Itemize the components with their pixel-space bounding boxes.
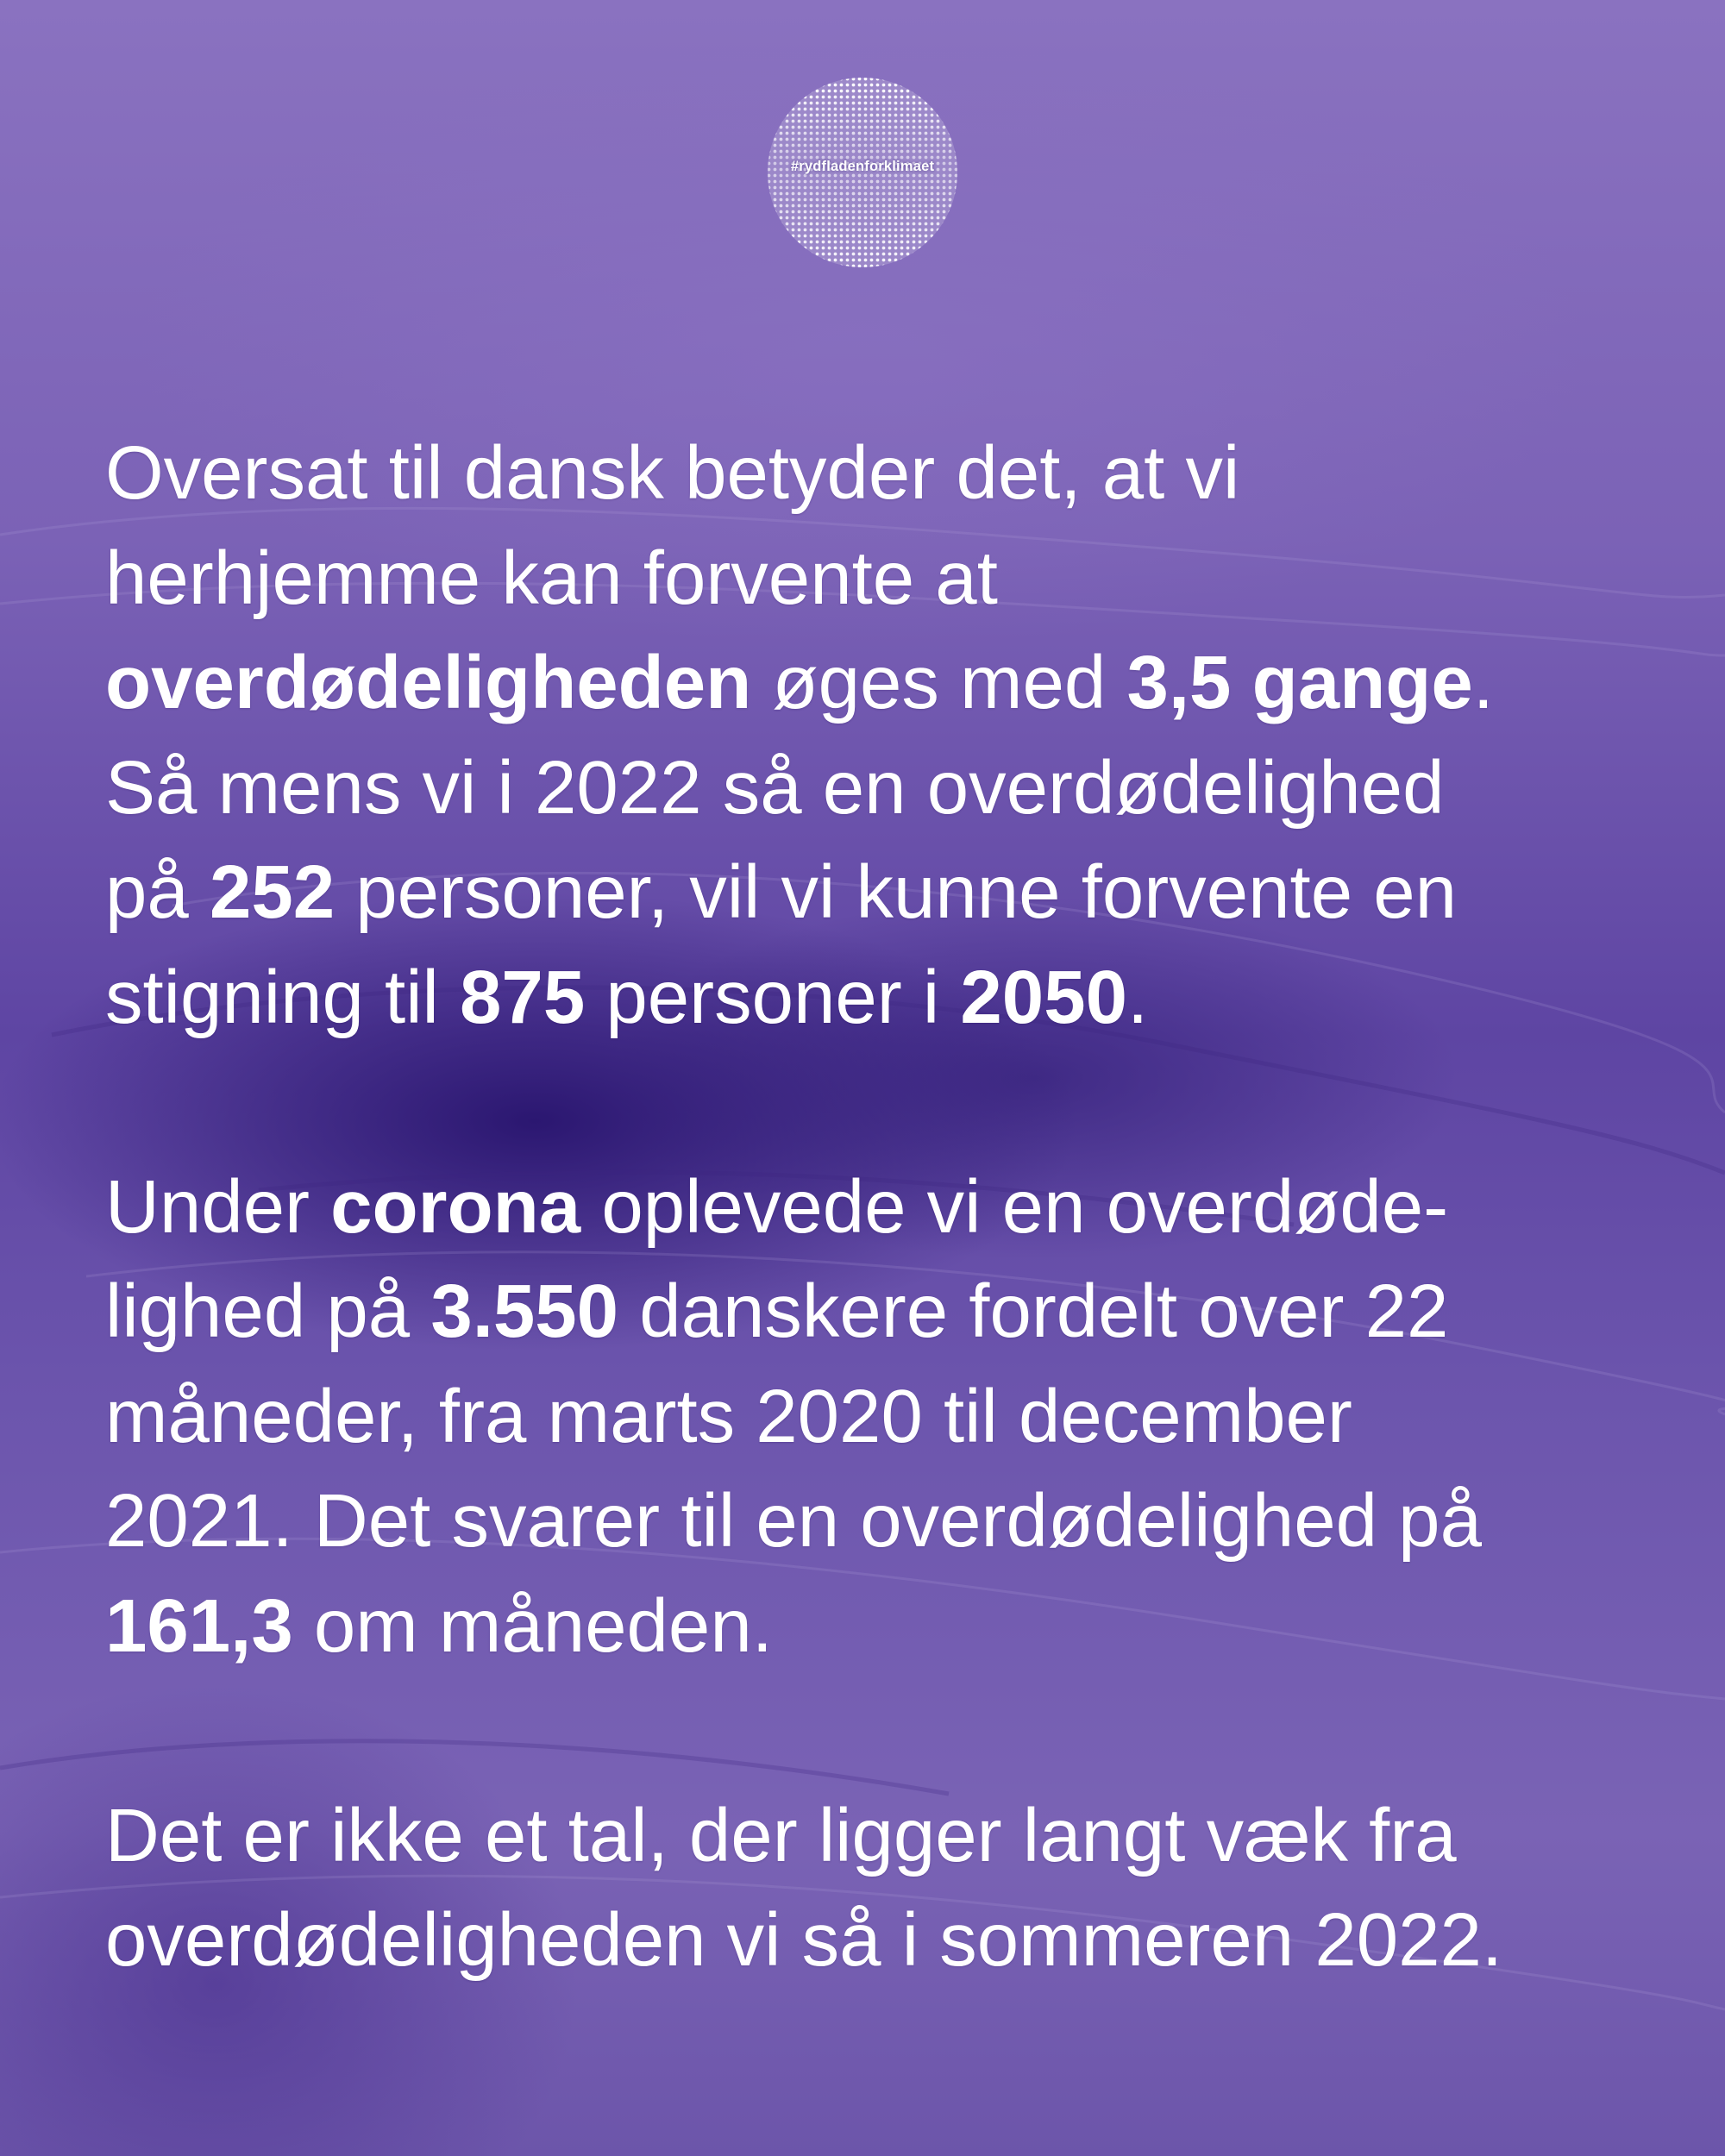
- body-text: Under: [105, 1164, 331, 1249]
- body-text: om måneden.: [292, 1583, 773, 1668]
- text-line: [105, 1888, 1692, 1993]
- body-text: stigning til: [105, 955, 461, 1039]
- text-line: [105, 421, 1692, 526]
- body-text: personer i: [585, 955, 961, 1039]
- body-text: lighed på: [105, 1269, 431, 1353]
- text-line: [105, 526, 1692, 631]
- main-text: [105, 421, 1692, 1993]
- text-line: [105, 1783, 1692, 1889]
- body-text: overdødeligheden vi så i sommeren 2022.: [105, 1898, 1503, 1982]
- logo-hashtag: #rydfladenforklimaet: [790, 159, 935, 174]
- body-text: måneder, fra marts 2020 til december: [105, 1374, 1352, 1458]
- highlighted-text: 2050: [960, 955, 1127, 1039]
- text-line: [105, 1259, 1692, 1364]
- body-text: oplevede vi en overdøde-: [580, 1164, 1449, 1249]
- highlighted-text: 252: [209, 850, 336, 934]
- paragraph-1: [105, 421, 1692, 1050]
- text-line: [105, 736, 1692, 841]
- highlighted-text: overdødeligheden: [105, 641, 752, 724]
- body-text: 2021. Det svarer til en overdødelighed på: [105, 1479, 1482, 1563]
- body-text: Så mens vi i 2022 så en overdødelighed: [105, 745, 1445, 830]
- body-text: Det er ikke et tal, der ligger langt væk fra: [105, 1793, 1457, 1877]
- highlighted-text: 3.550: [430, 1269, 619, 1353]
- body-text: .: [1472, 641, 1494, 724]
- body-text: .: [1126, 955, 1149, 1039]
- highlighted-text: 161,3: [105, 1583, 293, 1668]
- body-text: danskere fordelt over 22: [618, 1269, 1449, 1353]
- highlighted-text: 3,5 gange: [1126, 641, 1473, 724]
- body-text: øges med: [751, 641, 1127, 724]
- highlighted-text: corona: [330, 1164, 581, 1249]
- text-line: [105, 945, 1692, 1050]
- text-line: [105, 840, 1692, 945]
- text-line: [105, 630, 1692, 736]
- paragraph-3: [105, 1783, 1692, 1993]
- logo: [766, 76, 959, 269]
- body-text: Oversat til dansk betyder det, at vi: [105, 431, 1240, 515]
- text-line: [105, 1469, 1692, 1574]
- paragraph-2: [105, 1155, 1692, 1679]
- highlighted-text: 875: [460, 955, 586, 1039]
- text-line: [105, 1574, 1692, 1679]
- text-line: [105, 1155, 1692, 1260]
- body-text: på: [105, 850, 210, 934]
- text-line: [105, 1364, 1692, 1470]
- body-text: personer, vil vi kunne forvente en: [335, 850, 1458, 934]
- body-text: herhjemme kan forvente at: [105, 536, 998, 620]
